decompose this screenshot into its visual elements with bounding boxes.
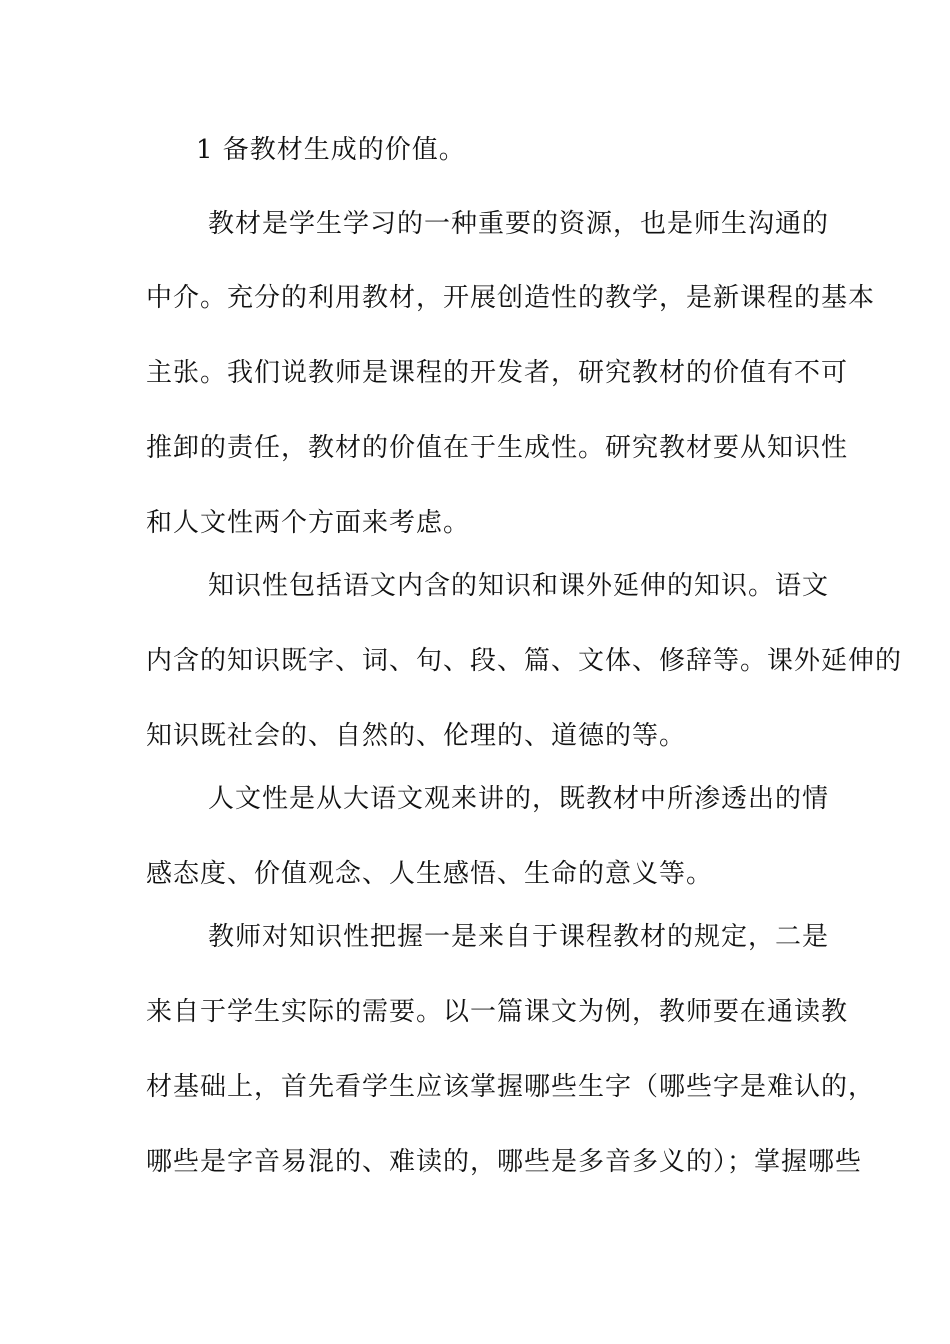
paragraph-line: 主张。我们说教师是课程的开发者，研究教材的价值有不可 <box>146 358 849 388</box>
paragraph-line: 人文性是从大语文观来讲的，既教材中所渗透出的情 <box>208 784 830 814</box>
section-heading: 1 备教材生成的价值。 <box>196 135 466 165</box>
paragraph-line: 内含的知识既字、词、句、段、篇、文体、修辞等。课外延伸的 <box>146 646 903 676</box>
paragraph-line: 知识性包括语文内含的知识和课外延伸的知识。语文 <box>208 571 830 601</box>
paragraph-line: 材基础上，首先看学生应该掌握哪些生字（哪些字是难认的， <box>146 1072 876 1102</box>
paragraph-line: 来自于学生实际的需要。以一篇课文为例，教师要在通读教 <box>146 997 849 1027</box>
paragraph-line: 教师对知识性把握一是来自于课程教材的规定，二是 <box>208 922 830 952</box>
paragraph-line: 感态度、价值观念、人生感悟、生命的意义等。 <box>146 859 714 889</box>
paragraph-line: 教材是学生学习的一种重要的资源，也是师生沟通的 <box>208 209 830 239</box>
paragraph-line: 知识既社会的、自然的、伦理的、道德的等。 <box>146 721 687 751</box>
paragraph-line: 中介。充分的利用教材，开展创造性的教学，是新课程的基本 <box>146 283 876 313</box>
paragraph-line: 推卸的责任，教材的价值在于生成性。研究教材要从知识性 <box>146 433 849 463</box>
paragraph-line: 和人文性两个方面来考虑。 <box>146 508 471 538</box>
paragraph-line: 哪些是字音易混的、难读的，哪些是多音多义的）；掌握哪些 <box>146 1147 863 1177</box>
